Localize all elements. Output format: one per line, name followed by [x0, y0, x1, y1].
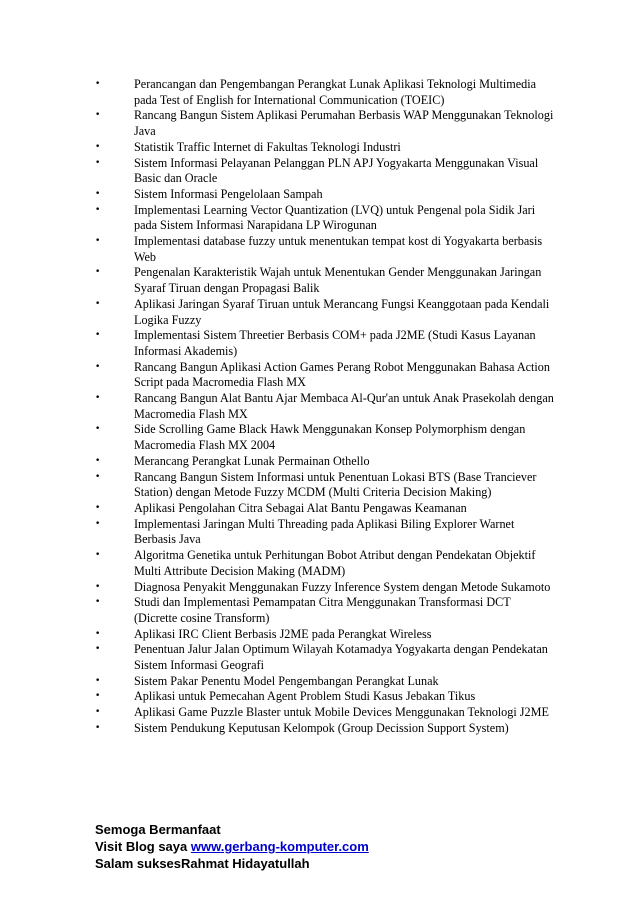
list-item — [95, 187, 555, 203]
bullet-icon: • — [95, 550, 101, 561]
list-item — [95, 391, 555, 422]
list-item-text: Aplikasi Pengolahan Citra Sebagai Alat Bantu Pengawas Keamanan — [134, 500, 467, 515]
bullet-icon: • — [95, 361, 101, 372]
list-item-text: Statistik Traffic Internet di Fakultas Teknologi Industri — [134, 139, 401, 154]
list-item — [95, 595, 555, 626]
list-item-text: Rancang Bangun Aplikasi Action Games Perang Robot Menggunakan Bahasa Action Script pada Macromedia Flash MX — [134, 359, 550, 390]
list-item — [95, 156, 555, 187]
list-item — [95, 721, 555, 737]
list-item-text: Merancang Perangkat Lunak Permainan Othello — [134, 453, 370, 468]
list-item-text: Perancangan dan Pengembangan Perangkat Lunak Aplikasi Teknologi Multimedia pada Test of English for International Communication (TOEIC) — [134, 77, 537, 107]
list-item — [95, 234, 555, 265]
list-item-text: Sistem Pakar Penentu Model Pengembangan Perangkat Lunak — [134, 673, 439, 688]
blog-prefix: Visit Blog saya — [95, 839, 191, 854]
bullet-icon: • — [95, 267, 101, 278]
bullet-icon: • — [95, 518, 101, 529]
list-item-text: Algoritma Genetika untuk Perhitungan Bobot Atribut dengan Pendekatan Objektif Multi Attribute Decision Making (MADM) — [134, 548, 536, 578]
list-item-text: Implementasi Jaringan Multi Threading pada Aplikasi Biling Explorer Warnet Berbasis Java — [134, 516, 515, 547]
list-item — [95, 454, 555, 470]
bullet-icon: • — [95, 707, 101, 718]
bullet-icon: • — [95, 455, 101, 466]
list-item — [95, 328, 555, 359]
list-item-text: Sistem Pendukung Keputusan Kelompok (Group Decission Support System) — [134, 720, 509, 735]
list-item-text: Sistem Informasi Pelayanan Pelanggan PLN APJ Yogyakarta Menggunakan Visual Basic dan Oracle — [134, 155, 539, 186]
list-item-text: Rancang Bangun Sistem Aplikasi Perumahan Berbasis WAP Menggunakan Teknologi Java — [134, 108, 554, 139]
list-item — [95, 360, 555, 391]
list-item — [95, 674, 555, 690]
list-item — [95, 422, 555, 453]
list-item — [95, 501, 555, 517]
list-item — [95, 140, 555, 156]
bullet-icon: • — [95, 644, 101, 655]
closing-greeting: Semoga Bermanfaat — [95, 822, 221, 837]
bullet-icon: • — [95, 581, 101, 592]
list-item-text: Aplikasi untuk Pemecahan Agent Problem Studi Kasus Jebakan Tikus — [134, 689, 476, 704]
list-item-text: Rancang Bangun Alat Bantu Ajar Membaca Al-Qur'an untuk Anak Prasekolah dengan Macromedia Flash MX — [134, 391, 554, 421]
bullet-icon: • — [95, 157, 101, 168]
list-item-text: Pengenalan Karakteristik Wajah untuk Menentukan Gender Menggunakan Jaringan Syaraf Tiruan dengan Propagasi Balik — [134, 265, 542, 296]
bullet-icon: • — [95, 330, 101, 341]
bullet-icon: • — [95, 204, 101, 215]
list-item-text: Sistem Informasi Pengelolaan Sampah — [134, 186, 323, 201]
bullet-icon: • — [95, 424, 101, 435]
list-item — [95, 517, 555, 548]
bullet-icon: • — [95, 675, 101, 686]
list-item-text: Aplikasi Game Puzzle Blaster untuk Mobile Devices Menggunakan Teknologi J2ME — [134, 705, 549, 720]
list-item — [95, 705, 555, 721]
list-item-text: Aplikasi Jaringan Syaraf Tiruan untuk Merancang Fungsi Keanggotaan pada Kendali Logika Fuzzy — [134, 296, 550, 327]
bullet-icon: • — [95, 502, 101, 513]
bullet-icon: • — [95, 628, 101, 639]
list-item-text: Implementasi Learning Vector Quantization (LVQ) untuk Pengenal pola Sidik Jari pada Sistem Informasi Narapidana LP Wirogunan — [134, 202, 536, 233]
list-item — [95, 689, 555, 705]
list-item — [95, 265, 555, 296]
list-item-text: Studi dan Implementasi Pemampatan Citra Menggunakan Transformasi DCT (Dicrette cosine Transform) — [134, 595, 511, 625]
list-item-text: Implementasi database fuzzy untuk menentukan tempat kost di Yogyakarta berbasis Web — [134, 234, 543, 264]
list-item-text: Implementasi Sistem Threetier Berbasis COM+ pada J2ME (Studi Kasus Layanan Informasi Akademis) — [134, 328, 536, 358]
blog-link[interactable]: www.gerbang-komputer.com — [190, 839, 369, 854]
bullet-icon: • — [95, 236, 101, 247]
bullet-icon: • — [95, 597, 101, 608]
list-item — [95, 297, 555, 328]
list-item — [95, 548, 555, 579]
list-item-text: Penentuan Jalur Jalan Optimum Wilayah Kotamadya Yogyakarta dengan Pendekatan Sistem Informasi Geografi — [134, 642, 548, 673]
list-item — [95, 627, 555, 643]
bullet-icon: • — [95, 79, 101, 89]
list-item-text: Diagnosa Penyakit Menggunakan Fuzzy Inference System dengan Metode Sukamoto — [134, 579, 551, 594]
closing-note — [95, 821, 555, 872]
bullet-icon: • — [95, 110, 101, 121]
bullet-icon: • — [95, 188, 101, 199]
bullet-icon: • — [95, 141, 101, 152]
list-item — [95, 77, 555, 108]
list-item — [95, 642, 555, 673]
list-item — [95, 580, 555, 596]
author-signoff: Salam suksesRahmat Hidayatullah — [95, 856, 310, 871]
list-item-text: Rancang Bangun Sistem Informasi untuk Penentuan Lokasi BTS (Base Tranciever Station) dengan Metode Fuzzy MCDM (Multi Criteria Decision Making) — [134, 469, 537, 500]
bullet-icon: • — [95, 471, 101, 482]
blog-line — [95, 838, 555, 855]
list-item-text: Side Scrolling Game Black Hawk Menggunakan Konsep Polymorphism dengan Macromedia Flash MX 2004 — [134, 422, 526, 453]
bullet-icon: • — [95, 722, 101, 733]
list-item — [95, 203, 555, 234]
bullet-icon: • — [95, 691, 101, 702]
thesis-title-list — [95, 77, 555, 737]
list-item-text: Aplikasi IRC Client Berbasis J2ME pada Perangkat Wireless — [134, 626, 432, 641]
bullet-icon: • — [95, 393, 101, 404]
list-item — [95, 108, 555, 139]
list-item — [95, 470, 555, 501]
bullet-icon: • — [95, 298, 101, 309]
